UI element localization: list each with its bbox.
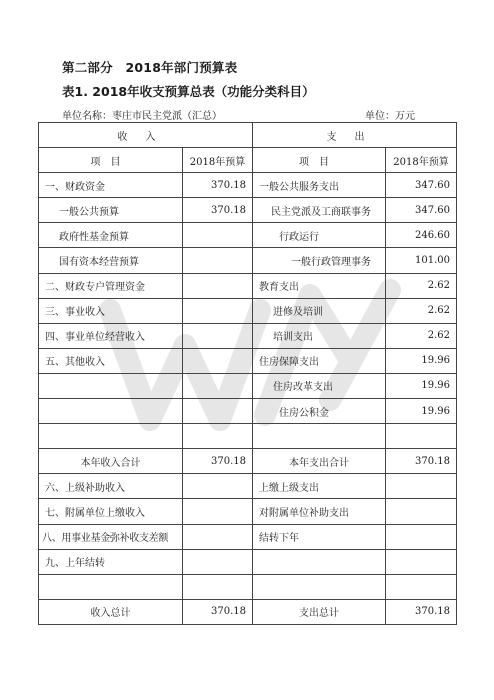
expense-label: 进修及培训 [253, 298, 386, 323]
expense-item-header: 项目 [253, 148, 386, 173]
table-row [39, 223, 457, 248]
income-value [183, 524, 253, 549]
table-row [39, 399, 457, 424]
table-row [39, 348, 457, 373]
income-value [183, 298, 253, 323]
table-header-row-2 [39, 148, 457, 173]
expense-label: 住房公积金 [253, 399, 386, 424]
income-value [183, 574, 253, 599]
income-label [39, 399, 183, 424]
expense-value [386, 424, 457, 449]
expense-value [386, 524, 457, 549]
expense-label: 教育支出 [253, 273, 386, 298]
income-value: 370.18 [183, 173, 253, 198]
expense-total-value: 370.18 [386, 599, 457, 624]
expense-label: 对附属单位补助支出 [253, 499, 386, 524]
income-label: 一、财政资金 [39, 173, 183, 198]
expense-label: 结转下年 [253, 524, 386, 549]
table-row [39, 198, 457, 223]
unit-name: 单位名称：枣庄市民主党派（汇总） [62, 111, 222, 122]
expense-label [253, 549, 386, 574]
budget-table [38, 122, 457, 625]
income-value [183, 424, 253, 449]
expense-subtotal-label: 本年支出合计 [253, 449, 386, 474]
table-header-row-1 [39, 123, 457, 148]
income-value [183, 373, 253, 398]
table-title: 表1. 2018年收支预算总表（功能分类科目） [62, 84, 315, 99]
expense-label: 民主党派及工商联事务 [253, 198, 386, 223]
income-label: 六、上级补助收入 [39, 474, 183, 499]
income-item-header: 项目 [39, 148, 183, 173]
income-value [183, 549, 253, 574]
income-label [39, 574, 183, 599]
expense-value [386, 549, 457, 574]
expense-header: 支出 [253, 123, 457, 148]
income-value [183, 273, 253, 298]
income-label: 国有资本经营预算 [39, 248, 183, 273]
expense-value: 347.60 [386, 173, 457, 198]
income-label: 九、上年结转 [39, 549, 183, 574]
income-label: 四、事业单位经营收入 [39, 323, 183, 348]
expense-value [386, 474, 457, 499]
table-row [39, 248, 457, 273]
income-total-value: 370.18 [183, 599, 253, 624]
table-row [39, 474, 457, 499]
expense-subtotal-value: 370.18 [386, 449, 457, 474]
table-row [39, 298, 457, 323]
expense-label: 行政运行 [253, 223, 386, 248]
part-title: 第二部分 2018年部门预算表 [62, 60, 238, 75]
income-label [39, 424, 183, 449]
expense-value: 19.96 [386, 399, 457, 424]
expense-value: 19.96 [386, 348, 457, 373]
income-label [39, 373, 183, 398]
expense-label: 一般行政管理事务 [253, 248, 386, 273]
income-label: 三、事业收入 [39, 298, 183, 323]
expense-value: 2.62 [386, 273, 457, 298]
income-label: 七、附属单位上缴收入 [39, 499, 183, 524]
income-value [183, 399, 253, 424]
income-header: 收入 [39, 123, 253, 148]
table-row [39, 574, 457, 599]
income-value [183, 323, 253, 348]
expense-value: 246.60 [386, 223, 457, 248]
table-row [39, 373, 457, 398]
expense-value: 2.62 [386, 298, 457, 323]
income-value [183, 348, 253, 373]
income-budget-header: 2018年预算 [183, 148, 253, 173]
expense-label: 住房保障支出 [253, 348, 386, 373]
income-label: 五、其他收入 [39, 348, 183, 373]
income-value [183, 499, 253, 524]
table-row [39, 173, 457, 198]
expense-label: 一般公共服务支出 [253, 173, 386, 198]
expense-total-label: 支出总计 [253, 599, 386, 624]
expense-value [386, 499, 457, 524]
income-value [183, 474, 253, 499]
expense-budget-header: 2018年预算 [386, 148, 457, 173]
income-value: 370.18 [183, 198, 253, 223]
expense-value: 347.60 [386, 198, 457, 223]
table-row [39, 524, 457, 549]
table-row-subtotal [39, 449, 457, 474]
income-subtotal-label: 本年收入合计 [39, 449, 183, 474]
table-row [39, 323, 457, 348]
table-row-total [39, 599, 457, 624]
income-total-label: 收入总计 [39, 599, 183, 624]
income-subtotal-value: 370.18 [183, 449, 253, 474]
expense-value [386, 574, 457, 599]
income-label: 政府性基金预算 [39, 223, 183, 248]
expense-label [253, 574, 386, 599]
table-row [39, 499, 457, 524]
income-label: 八、用事业基金弥补收支差额 [39, 524, 183, 549]
unit-label: 单位：万元 [365, 111, 415, 122]
income-value [183, 223, 253, 248]
expense-value: 101.00 [386, 248, 457, 273]
expense-label: 培训支出 [253, 323, 386, 348]
income-label: 一般公共预算 [39, 198, 183, 223]
expense-label: 住房改革支出 [253, 373, 386, 398]
expense-label: 上缴上级支出 [253, 474, 386, 499]
table-row [39, 549, 457, 574]
expense-value: 2.62 [386, 323, 457, 348]
income-label: 二、财政专户管理资金 [39, 273, 183, 298]
table-row [39, 424, 457, 449]
table-row [39, 273, 457, 298]
expense-label [253, 424, 386, 449]
expense-value: 19.96 [386, 373, 457, 398]
income-value [183, 248, 253, 273]
